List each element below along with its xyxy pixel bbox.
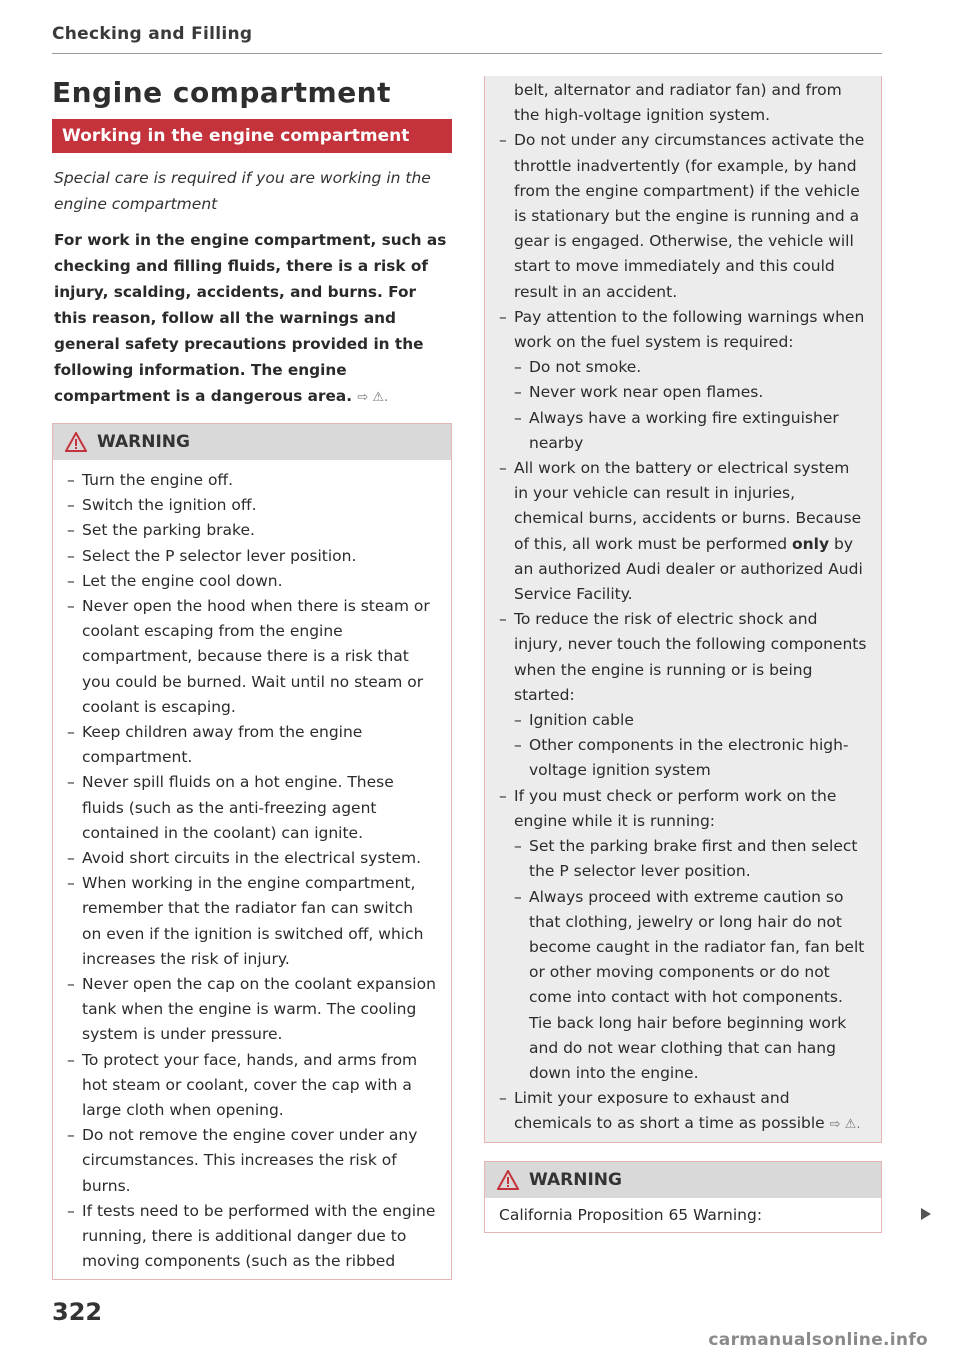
list-item: – Turn the engine off. — [67, 468, 437, 493]
list-item: – Select the P selector lever position. — [67, 544, 437, 569]
intro-italic-text: Special care is required if you are working in the engine compartment — [54, 169, 431, 213]
list-item: – Never open the hood when there is steam or coolant escaping from the engine compartment, because there is a risk that you could be burned. Wait until no steam or coolant is escaping. — [67, 594, 437, 720]
right-column — [484, 76, 882, 1233]
list-item: – Set the parking brake. — [67, 518, 437, 543]
list-item: – Do not remove the engine cover under any circumstances. This increases the risk of burns. — [67, 1123, 437, 1199]
list-item: – Let the engine cool down. — [67, 569, 437, 594]
intro-bold-text — [54, 227, 452, 411]
watermark: carmanualsonline.info — [708, 1330, 928, 1350]
sub-list-item: – Always have a working fire extinguisher nearby — [514, 406, 867, 456]
list-item: – If tests need to be performed with the engine running, there is additional danger due to moving components (such as the ribbed — [67, 1199, 437, 1275]
warning-list-left — [67, 468, 437, 1275]
sub-list-item: – Always proceed with extreme caution so that clothing, jewelry or long hair do not become caught in the radiator fan, fan belt or other moving components or do not come into contact with hot components. Tie back long hair before beginning work and do not wear clothing that can hang down into the engine. — [514, 885, 867, 1087]
shock-item-text: To reduce the risk of electric shock and injury, never touch the following components when the engine is running or is being started: — [514, 610, 867, 704]
subsection-heading: Working in the engine compartment — [52, 119, 452, 153]
warning-box — [52, 423, 452, 1280]
warning-box-continued — [484, 76, 882, 1143]
continue-arrow-icon — [921, 1208, 931, 1220]
list-item: – Never open the cap on the coolant expansion tank when the engine is warm. The cooling system is under pressure. — [67, 972, 437, 1048]
warning-triangle-icon — [497, 1170, 519, 1190]
running-item-text: If you must check or perform work on the engine while it is running: — [514, 786, 837, 830]
sub-list-item: – Ignition cable — [514, 708, 867, 733]
list-item — [499, 305, 867, 456]
sub-list-item: – Do not smoke. — [514, 355, 867, 380]
continuation-text: belt, alternator and radiator fan) and from the high-voltage ignition system. — [514, 81, 842, 125]
intro-bold-body: For work in the engine compartment, such as checking and filling fluids, there is a risk of injury, scalding, accidents, and burns. For this reason, follow all the warnings and general safety precautions provided in the following information. The engine compartment is a dangerous area. — [54, 231, 447, 405]
warning-reference[interactable]: ⇨ ⚠. — [357, 390, 389, 405]
list-item: – To protect your face, hands, and arms from hot steam or coolant, cover the cap with a large cloth when opening. — [67, 1048, 437, 1124]
list-item — [499, 456, 867, 607]
prop65-warning-box — [484, 1161, 882, 1233]
fuel-item-text: Pay attention to the following warnings when work on the fuel system is required: — [514, 307, 865, 352]
fuel-sublist — [514, 355, 867, 456]
list-item — [499, 607, 867, 783]
warning-triangle-icon — [65, 432, 87, 452]
sub-list-item: – Never work near open flames. — [514, 380, 867, 405]
sub-list-item: – Set the parking brake first and then select the P selector lever position. — [514, 834, 867, 884]
list-item — [499, 1086, 867, 1137]
warning-header — [53, 424, 451, 460]
warning-list-right — [499, 128, 867, 1137]
exhaust-text: Limit your exposure to exhaust and chemicals to as short a time as possible — [514, 1089, 825, 1133]
list-item: – Do not under any circumstances activate the throttle inadvertently (for example, by hand from the engine compartment) if the vehicle is stationary but the engine is running and a gear is engaged. Otherwise, the vehicle will start to move immediately and this could result in an accident. — [499, 128, 867, 304]
warning-header — [485, 1162, 881, 1198]
shock-sublist — [514, 708, 867, 784]
list-item: – Never spill fluids on a hot engine. These fluids (such as the anti-freezing agent contained in the coolant) can ignite. — [67, 770, 437, 846]
running-header: Checking and Filling — [52, 24, 253, 44]
left-column — [52, 76, 452, 1280]
battery-text-bold: only — [791, 534, 830, 553]
list-item — [499, 784, 867, 1086]
header-divider — [52, 53, 882, 54]
battery-text-post: by an authorized Audi dealer or authorized Audi Service Facility. — [514, 534, 863, 604]
running-sublist — [514, 834, 867, 1086]
warning-label: WARNING — [97, 432, 190, 452]
warning-label: WARNING — [529, 1169, 622, 1190]
list-item: – Keep children away from the engine compartment. — [67, 720, 437, 770]
warning-body — [53, 460, 451, 1279]
list-item: – When working in the engine compartment, remember that the radiator fan can switch on even if the ignition is switched off, which increases the risk of injury. — [67, 871, 437, 972]
list-item: – Switch the ignition off. — [67, 493, 437, 518]
battery-text-pre: All work on the battery or electrical system in your vehicle can result in injuries, chemical burns, accidents or burns. Because of this, all work must be performed — [514, 459, 862, 553]
sub-list-item: – Other components in the electronic high-voltage ignition system — [514, 733, 867, 783]
prop65-text: California Proposition 65 Warning: — [499, 1205, 763, 1224]
section-title: Engine compartment — [52, 76, 391, 109]
page-number: 322 — [52, 1298, 103, 1326]
warning-reference[interactable]: ⇨ ⚠. — [829, 1117, 861, 1133]
list-item: – Avoid short circuits in the electrical system. — [67, 846, 437, 871]
